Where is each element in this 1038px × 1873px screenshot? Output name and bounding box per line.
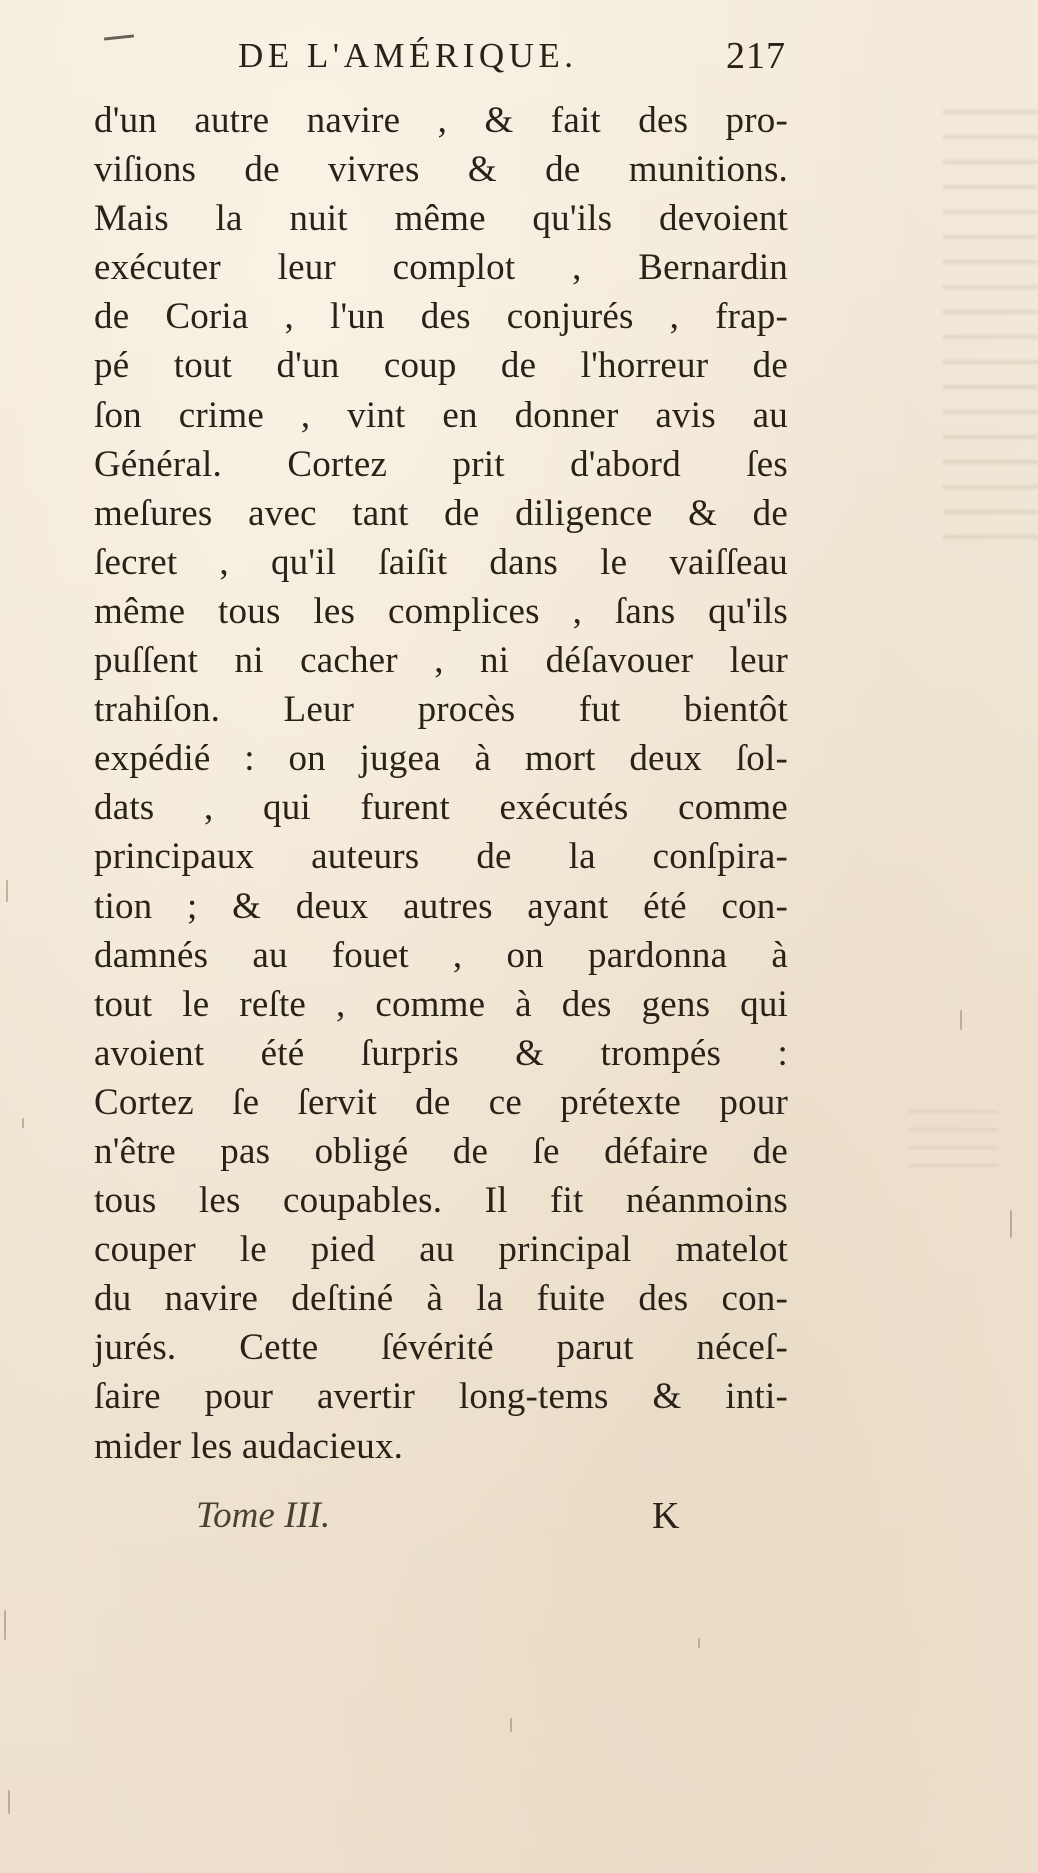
corner-ink-mark: [104, 34, 134, 40]
running-head: [238, 36, 798, 86]
text-line: Général. Cortez prit d'abord ſes: [94, 443, 788, 485]
text-line: principaux auteurs de la conſpira-: [94, 836, 788, 878]
text-line: tous les coupables. Il fit néanmoins: [94, 1180, 788, 1222]
text-line: couper le pied au principal matelot: [94, 1229, 788, 1271]
text-line: même tous les complices , ſans qu'ils: [94, 590, 788, 632]
show-through-speck: [908, 1110, 998, 1170]
text-line: Mais la nuit même qu'ils devoient: [94, 198, 788, 240]
text-line: exécuter leur complot , Bernardin: [94, 247, 788, 289]
text-line: du navire deſtiné à la fuite des con-: [94, 1278, 788, 1320]
text-line: tout le reſte , comme à des gens qui: [94, 983, 788, 1025]
text-line: viſions de vivres & de munitions.: [94, 149, 788, 191]
text-line: avoient été ſurpris & trompés :: [94, 1032, 788, 1074]
text-line: trahiſon. Leur procès fut bientôt: [94, 689, 788, 731]
text-line: d'un autre navire , & fait des pro-: [94, 100, 788, 141]
show-through-facing-page: [943, 110, 1038, 540]
text-line: jurés. Cette ſévérité parut néceſ-: [94, 1327, 788, 1369]
text-line: mider les audacieux.: [94, 1425, 404, 1467]
page-number: 217: [726, 35, 786, 77]
text-line: n'être pas obligé de ſe défaire de: [94, 1130, 788, 1172]
text-line: dats , qui furent exécutés comme: [94, 787, 788, 829]
text-line: ſaire pour avertir long-tems & inti-: [94, 1376, 788, 1418]
body-text: [94, 96, 788, 1471]
text-line: puſſent ni cacher , ni déſavouer leur: [94, 640, 788, 682]
running-title: DE L'AMÉRIQUE.: [238, 36, 578, 75]
volume-label: Tome III.: [196, 1495, 331, 1536]
page-footer: [196, 1494, 716, 1550]
text-line: Cortez ſe ſervit de ce prétexte pour: [94, 1081, 788, 1123]
text-line: damnés au fouet , on pardonna à: [94, 934, 788, 976]
text-line: ſon crime , vint en donner avis au: [94, 394, 788, 436]
text-line: ſecret , qu'il ſaiſit dans le vaiſſeau: [94, 541, 788, 583]
text-line: meſures avec tant de diligence & de: [94, 492, 788, 534]
text-line: de Coria , l'un des conjurés , frap-: [94, 296, 788, 338]
signature-mark: K: [652, 1495, 680, 1537]
text-line: tion ; & deux autres ayant été con-: [94, 885, 788, 927]
text-line: pé tout d'un coup de l'horreur de: [94, 345, 788, 387]
text-line: expédié : on jugea à mort deux ſol-: [94, 738, 788, 780]
